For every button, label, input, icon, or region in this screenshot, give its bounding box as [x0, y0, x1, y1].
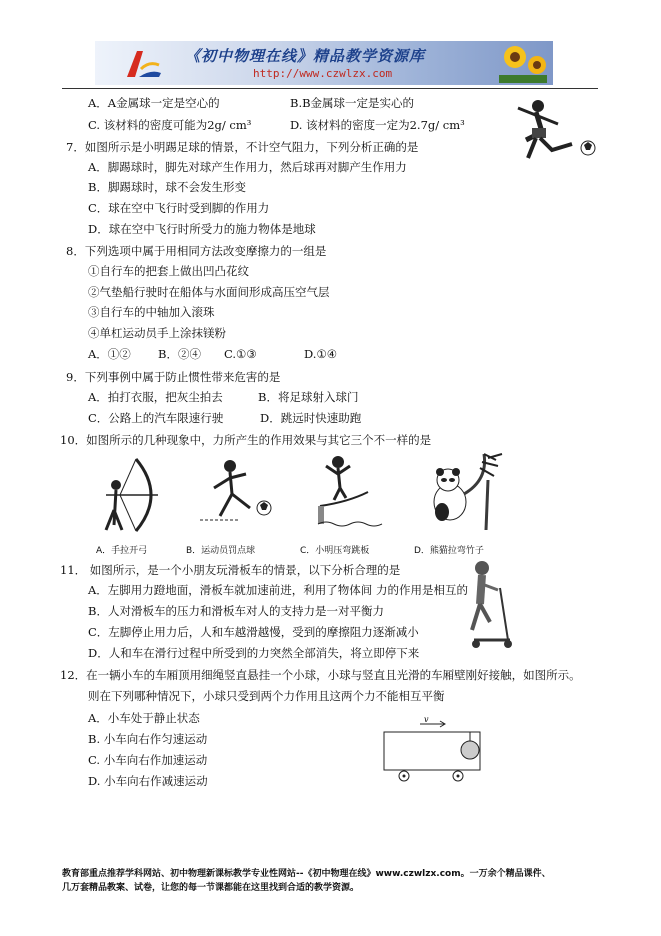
- q10-caption-b: B．运动员罚点球: [186, 546, 256, 556]
- q7-option-d: D．球在空中飞行时所受力的施力物体是地球: [88, 222, 316, 236]
- q11-stem: 11． 如图所示，是一个小朋友玩滑板车的情景，以下分析合理的是: [60, 563, 401, 577]
- footer-line-1: 教育部重点推荐学科网站、初中物理新课标教学专业性网站--《初中物理在线》www.czwlzx.com。一万余个精品课件、: [62, 869, 551, 879]
- q7-stem: 7．如图所示是小明踢足球的情景，不计空气阻力，下列分析正确的是: [66, 140, 419, 154]
- q9-stem: 9．下列事例中属于防止惯性带来危害的是: [66, 370, 281, 384]
- q12-stem: 12．在一辆小车的车厢顶用细绳竖直悬挂一个小球，小球与竖直且光滑的车厢壁刚好接触，如图所示。: [60, 668, 581, 682]
- q10-caption-a: A．手拉开弓: [96, 546, 148, 556]
- q6-option-a: A．A金属球一定是空心的: [88, 96, 220, 110]
- panda-bamboo-figure: [428, 450, 508, 530]
- q9-option-d: D．跳远时快速助跑: [260, 411, 362, 425]
- q7-option-b: B．脚踢球时，球不会发生形变: [88, 180, 246, 194]
- q11-option-a: A．左脚用力蹬地面，滑板车就加速前进，利用了物体间 力的作用是相互的: [88, 583, 468, 597]
- q8-option-b: B．②④: [158, 347, 201, 361]
- q8-item-2: ②气垫船行驶时在船体与水面间形成高压空气层: [88, 285, 330, 299]
- site-logo-icon: [123, 47, 163, 79]
- cart-ball-figure: [378, 716, 488, 786]
- velocity-label: v: [424, 715, 429, 724]
- q12-option-a: A．小车处于静止状态: [88, 711, 200, 725]
- q10-caption-d: D．熊猫拉弯竹子: [414, 546, 484, 556]
- footer-line-2: 几万套精品教案、试卷，让您的每一节课都能在这里找到合适的教学资源。: [62, 883, 360, 893]
- banner-url[interactable]: http://www.czwlzx.com: [253, 67, 393, 80]
- q8-item-3: ③自行车的中轴加入滚珠: [88, 305, 215, 319]
- q10-stem: 10．如图所示的几种现象中，力所产生的作用效果与其它三个不一样的是: [60, 433, 432, 447]
- q8-option-a: A．①②: [88, 347, 131, 361]
- q7-option-c: C．球在空中飞行时受到脚的作用力: [88, 201, 270, 215]
- diving-board-figure: [318, 452, 388, 532]
- q8-item-1: ①自行车的把套上做出凹凸花纹: [88, 264, 249, 278]
- q12-stem-continued: 则在下列哪种情况下，小球只受到两个力作用且这两个力不能相互平衡: [88, 689, 445, 703]
- scooter-child-figure: [452, 560, 522, 650]
- banner-title: 《初中物理在线》精品教学资源库: [185, 47, 426, 65]
- q6-option-d: D. 该材料的密度一定为2.7g/ cm³: [290, 118, 465, 132]
- q12-option-c: C. 小车向右作加速运动: [88, 753, 208, 767]
- q9-option-b: B．将足球射入球门: [258, 390, 359, 404]
- q11-option-c: C．左脚停止用力后，人和车越滑越慢，受到的摩擦阻力逐渐减小: [88, 625, 419, 639]
- sunflower-icon: [499, 43, 547, 83]
- q8-item-4: ④单杠运动员手上涂抹镁粉: [88, 326, 226, 340]
- header-banner: [95, 41, 553, 85]
- q12-option-b: B. 小车向右作匀速运动: [88, 732, 208, 746]
- q7-option-a: A．脚踢球时，脚先对球产生作用力，然后球再对脚产生作用力: [88, 160, 407, 174]
- q8-option-d: D.①④: [304, 347, 338, 361]
- q11-option-b: B．人对滑板车的压力和滑板车对人的支持力是一对平衡力: [88, 604, 384, 618]
- bow-archer-figure: [96, 455, 166, 535]
- q8-stem: 8．下列选项中属于用相同方法改变摩擦力的一组是: [66, 244, 327, 258]
- q6-option-c: C. 该材料的密度可能为2g/ cm³: [88, 118, 252, 132]
- q11-option-d: D．人和车在滑行过程中所受到的力突然全部消失，将立即停下来: [88, 646, 420, 660]
- q8-option-c: C.①③: [224, 347, 257, 361]
- header-rule: [62, 88, 598, 89]
- soccer-kick-figure: [508, 98, 598, 168]
- q12-option-d: D. 小车向右作减速运动: [88, 774, 208, 788]
- q10-caption-c: C．小明压弯跳板: [300, 546, 370, 556]
- q9-option-a: A．拍打衣服，把灰尘拍去: [88, 390, 223, 404]
- q9-option-c: C．公路上的汽车限速行驶: [88, 411, 224, 425]
- q6-option-b: B.B金属球一定是实心的: [290, 96, 415, 110]
- penalty-kick-figure: [200, 458, 280, 530]
